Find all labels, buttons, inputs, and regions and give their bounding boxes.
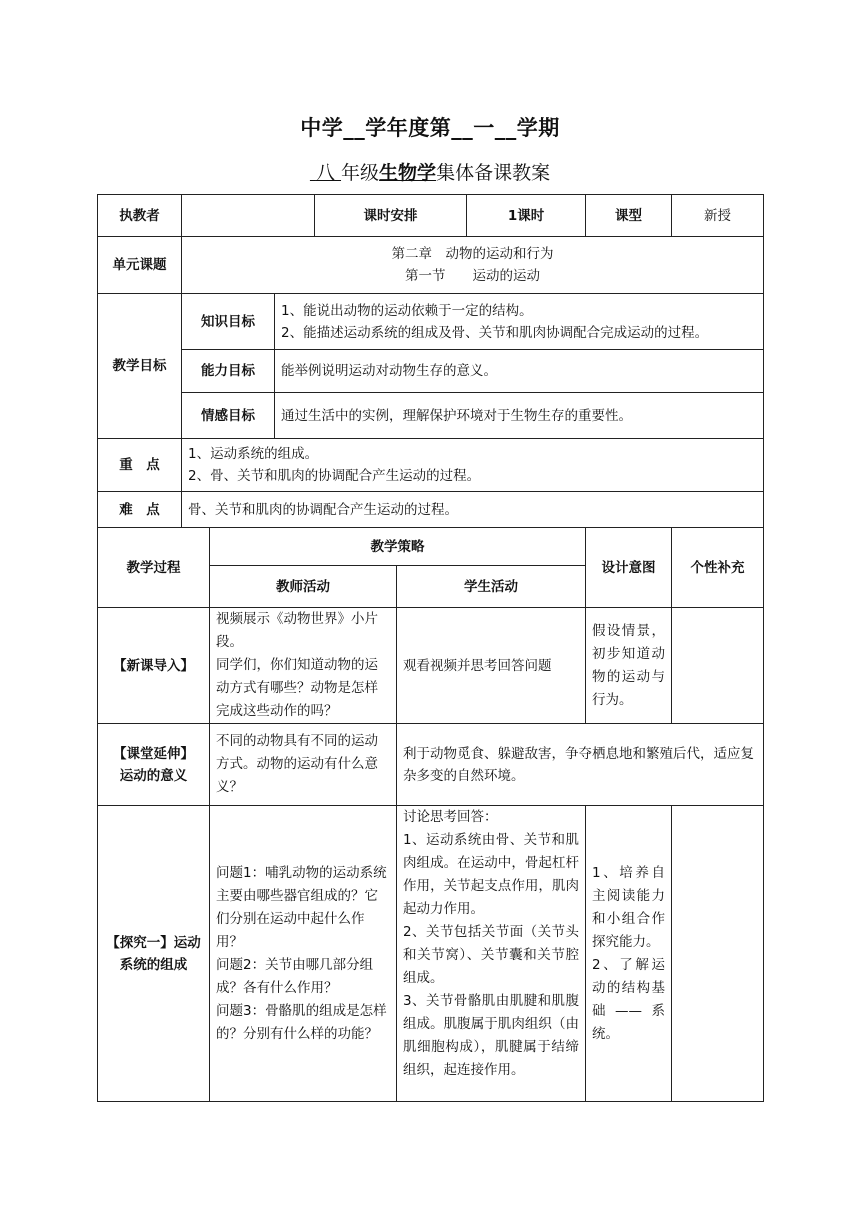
student-activity-label: 学生活动: [397, 566, 586, 608]
key-text: 1、运动系统的组成。 2、骨、关节和肌肉的协调配合产生运动的过程。: [182, 439, 764, 492]
intent-label: 设计意图: [586, 528, 672, 608]
intro-row: [98, 608, 764, 724]
goal-emotion-row: [98, 393, 764, 439]
knowledge-label: 知识目标: [182, 294, 275, 350]
unit-row: [98, 237, 764, 294]
teacher-label: 执教者: [98, 195, 182, 237]
lesson-plan-table: [97, 194, 764, 1102]
subtitle-suffix: 集体备课教案: [436, 162, 551, 184]
ability-text: 能举例说明运动对动物生存的意义。: [275, 350, 764, 393]
type-value: 新授: [672, 195, 764, 237]
subject-value: 生物学: [379, 162, 437, 184]
strategy-label: 教学策略: [210, 528, 586, 566]
process-header-row1: [98, 528, 764, 566]
schedule-label: 课时安排: [315, 195, 467, 237]
intro-label: 【新课导入】: [98, 608, 210, 724]
knowledge-text: 1、能说出动物的运动依赖于一定的结构。 2、能描述运动系统的组成及骨、关节和肌肉协调配合完成运动的过程。: [275, 294, 764, 350]
key-row: [98, 439, 764, 492]
emotion-text: 通过生活中的实例，理解保护环境对于生物生存的重要性。: [275, 393, 764, 439]
emotion-label: 情感目标: [182, 393, 275, 439]
explore-label: 【探究一】运动系统的组成: [98, 806, 210, 1102]
difficulty-label: 难 点: [98, 492, 182, 528]
type-label: 课型: [586, 195, 672, 237]
goals-label: 教学目标: [98, 294, 182, 439]
ability-label: 能力目标: [182, 350, 275, 393]
key-label: 重 点: [98, 439, 182, 492]
doc-subtitle: 八 年级生物学集体备课教案: [0, 158, 860, 185]
unit-section: 第一节 运动的运动: [405, 268, 540, 284]
unit-label: 单元课题: [98, 237, 182, 294]
extension-label: 【课堂延伸】 运动的意义: [98, 724, 210, 806]
extension-student: 利于动物觅食、躲避敌害，争夺栖息地和繁殖后代，适应复杂多变的自然环境。: [397, 724, 764, 806]
doc-title: 中学__学年度第__一__学期: [300, 116, 560, 140]
teacher-value: [182, 195, 315, 237]
extension-teacher: 不同的动物具有不同的运动方式。动物的运动有什么意义？: [210, 724, 397, 806]
intro-student: 观看视频并思考回答问题: [397, 608, 586, 724]
intro-personal: [672, 608, 764, 724]
explore-personal: [672, 806, 764, 1102]
explore-row: [98, 806, 764, 1102]
explore-teacher: 问题1：哺乳动物的运动系统主要由哪些器官组成的？它们分别在运动中起什么作用？ 问题2：关节由哪几部分组成？各有什么作用？ 问题3：骨骼肌的组成是怎样的？分别有什么样的功能？: [210, 806, 397, 1102]
unit-chapter: 第二章 动物的运动和行为: [391, 246, 554, 262]
difficulty-text: 骨、关节和肌肉的协调配合产生运动的过程。: [182, 492, 764, 528]
intro-teacher: 视频展示《动物世界》小片段。 同学们，你们知道动物的运动方式有哪些？动物是怎样完成这些动作的吗？: [210, 608, 397, 724]
unit-value: [182, 237, 764, 294]
personal-label: 个性补充: [672, 528, 764, 608]
teacher-activity-label: 教师活动: [210, 566, 397, 608]
schedule-value: 1课时: [467, 195, 586, 237]
extension-row: [98, 724, 764, 806]
explore-student: 讨论思考回答： 1、运动系统由骨、关节和肌肉组成。在运动中，骨起杠杆作用，关节起支点作用，肌肉起动力作用。 2、关节包括关节面（关节头和关节窝）、关节囊和关节腔组成。 3、关节骨骼肌由肌腱和肌腹组成。肌腹属于肌肉组织（由肌细胞构成），肌腱属于结缔组织，起连接作用。: [397, 806, 586, 1102]
difficulty-row: [98, 492, 764, 528]
intro-intent: 假设情景，初步知道动物的运动与行为。: [586, 608, 672, 724]
goal-knowledge-row: [98, 294, 764, 350]
info-row: [98, 195, 764, 237]
goal-ability-row: [98, 350, 764, 393]
process-label: 教学过程: [98, 528, 210, 608]
grade-value: 八: [315, 162, 335, 184]
explore-intent: 1、培养自主阅读能力和小组合作探究能力。 2、了解运动的结构基础——系统。: [586, 806, 672, 1102]
